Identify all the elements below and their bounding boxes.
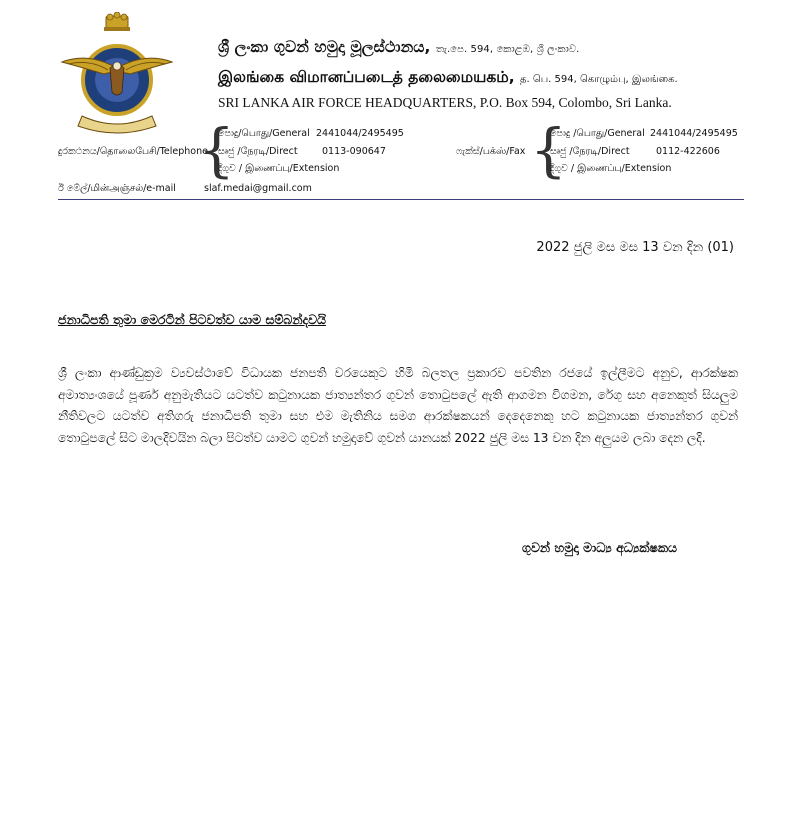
email-label: ඊ මේල්/மின்அஞ்சல்/e-mail [58,183,176,194]
header-sinhala-name: ශ්‍රී ලංකා ගුවන් හමුදා මූලස්ථානය, [218,38,431,56]
header-tamil-name: இலங்கை விமானப்படைத் தலைமையகம், [218,68,515,86]
header-english-name: SRI LANKA AIR FORCE HEADQUARTERS, [218,95,477,110]
fax-extension-label: දිගුව / இணைப்பு/Extension [550,163,672,174]
telephone-label: දුරකථනය/தொலைபேசி/Telephone [58,146,208,157]
telephone-brace: { [198,116,235,184]
fax-direct-label: සෘජු /நேரடி/Direct [550,146,630,157]
header-divider [58,199,744,200]
fax-brace: { [530,116,567,184]
telephone-extension-label: දිගුව / இணைப்பு/Extension [218,163,340,174]
header-tamil [218,68,678,88]
telephone-direct-value: 0113-090647 [322,146,386,157]
telephone-direct-label: සෘජු /நேரடி/Direct [218,146,298,157]
telephone-general-label: පොදු/பொது/General [218,128,310,139]
header-english-address: P.O. Box 594, Colombo, Sri Lanka. [479,95,672,110]
header-english [218,95,672,111]
fax-label: ෆැක්ස්/பக்ஸ்/Fax [456,146,526,157]
fax-direct-value: 0112-422606 [656,146,720,157]
fax-general-label: පොදු /பொது/General [550,128,645,139]
letter-subject: ජනාධිපති තුමා මෙරටින් පිටවත්ව යාම සම්බන්දවයි [58,312,327,327]
air-force-crest-logo [58,12,176,140]
fax-general-value: 2441044/2495495 [650,128,738,139]
letter-body: ශ්‍රී ලංකා ආණ්ඩුක්‍රම ව්‍යවස්ථාවේ විධායක ජනපති වරයෙකුට හිමි බලතල ප්‍රකාරව පවතින රජයේ ඉල්ලීමට අනුව, ආරක්ෂක අමාත්‍යංශයේ පූර්ණ අනුමැතියට යටත්ව කටුනායක ජාත්‍යන්තර ගුවන් තොටුපලේ ඇති ආගමන විගමන, රේගු සහ අනෙකුත් සියලුම නීතිවලට යටත්ව අතිගරු ජනාධිපති තුමා සහ එම මැතිනිය සමග ආරක්ෂකයන් දෙදෙනෙකු හට කටුනායක ජාත්‍යන්තර ගුවන් තොටුපලේ සිට මාලදිවයින බලා පිටත්ව යාමට ගුවන් හමුදාවේ ගුවන් යානයක් 2022 ජුලි මස 13 වන දින අලුයම ලබා දෙන ලදි. [58,366,738,445]
header-tamil-address: த. பெ. 594, கொழும்பு, இலங்கை. [520,74,678,85]
letter-signature: ගුවන් හමුදා මාධ්‍ය අධ්‍යක්ෂකය [522,540,678,555]
header-sinhala [218,38,579,57]
header-sinhala-address: තැ.පෙ. 594, කොළඹ, ශ්‍රී ලංකාව. [435,44,580,55]
letter-date: 2022 ජුලි මස මස 13 වන දින (01) [536,240,734,255]
crown-icon [104,12,130,31]
email-value[interactable]: slaf.medai@gmail.com [204,183,312,194]
telephone-general-value: 2441044/2495495 [316,128,404,139]
